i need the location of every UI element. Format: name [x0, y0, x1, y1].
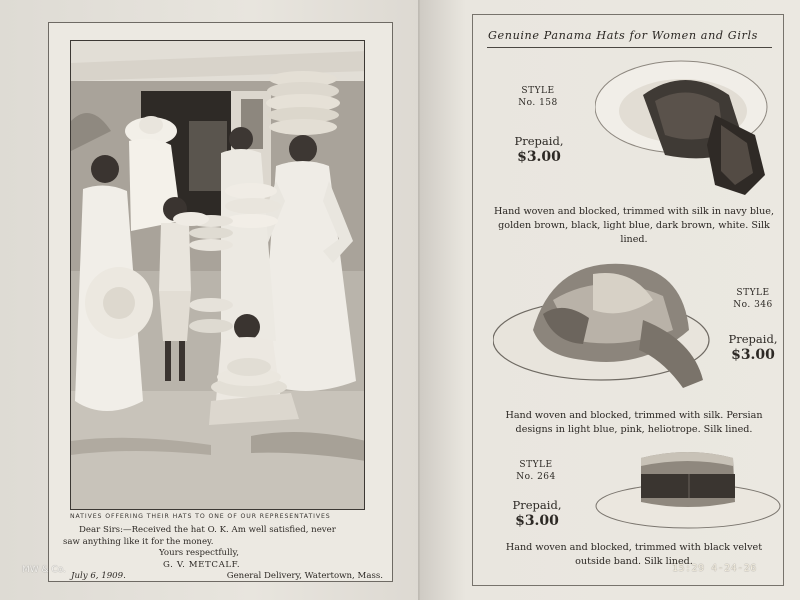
- style-number: No. 346: [733, 300, 773, 310]
- hat-style-264-image: [593, 440, 783, 540]
- description-264: Hand woven and blocked, trimmed with black velvet outside band. Silk lined.: [505, 542, 763, 567]
- description-158: Hand woven and blocked, trimmed with silk in navy blue, golden brown, black, light blue, dark brown, white. Silk lined.: [493, 206, 774, 245]
- style-word: STYLE: [736, 288, 770, 298]
- letter-line-1: Dear Sirs:—Received the hat O. K. Am well satisfied, never: [79, 525, 336, 535]
- letter-signature: G. V. METCALF.: [163, 559, 241, 570]
- description-346: Hand woven and blocked, trimmed with silk. Persian designs in light blue, pink, heliotrope. Silk lined.: [505, 410, 763, 435]
- prepaid-label: Prepaid,: [514, 134, 564, 148]
- style-number: No. 264: [516, 472, 556, 482]
- catalog-heading: Genuine Panama Hats for Women and Girls: [488, 29, 758, 42]
- natives-photo: [70, 40, 365, 510]
- camera-timestamp: 15:29 4-24-26: [672, 563, 757, 574]
- price: $3.00: [517, 149, 561, 165]
- style-number: No. 158: [518, 98, 558, 108]
- style-label-158: [513, 85, 563, 109]
- photo-caption: NATIVES OFFERING THEIR HATS TO ONE OF OUR REPRESENTATIVES: [70, 513, 331, 520]
- right-page-frame: [472, 14, 784, 586]
- watermark: MW & Co.: [22, 565, 66, 575]
- hat-style-158-image: [595, 55, 775, 205]
- style-label-264: [511, 459, 561, 483]
- price-block-158: [509, 133, 569, 165]
- price: $3.00: [515, 513, 559, 529]
- hat-style-346-image: [493, 260, 713, 400]
- letter-footer: [63, 571, 383, 583]
- prepaid-label: Prepaid,: [512, 498, 562, 512]
- prepaid-label: Prepaid,: [728, 332, 778, 346]
- style-word: STYLE: [521, 86, 555, 96]
- letter-closing: Yours respectfully,: [159, 548, 239, 558]
- style-label-346: [728, 287, 778, 311]
- price-block-264: [507, 497, 567, 529]
- left-page-frame: [48, 22, 393, 582]
- letter-date: July 6, 1909.: [71, 571, 126, 581]
- price: $3.00: [731, 347, 775, 363]
- style-word: STYLE: [519, 460, 553, 470]
- price-block-346: [725, 331, 781, 363]
- letter-address: General Delivery, Watertown, Mass.: [226, 571, 383, 581]
- heading-rule: [487, 47, 772, 48]
- testimonial-letter: [63, 525, 383, 583]
- letter-line-2: saw anything like it for the money.: [63, 536, 214, 547]
